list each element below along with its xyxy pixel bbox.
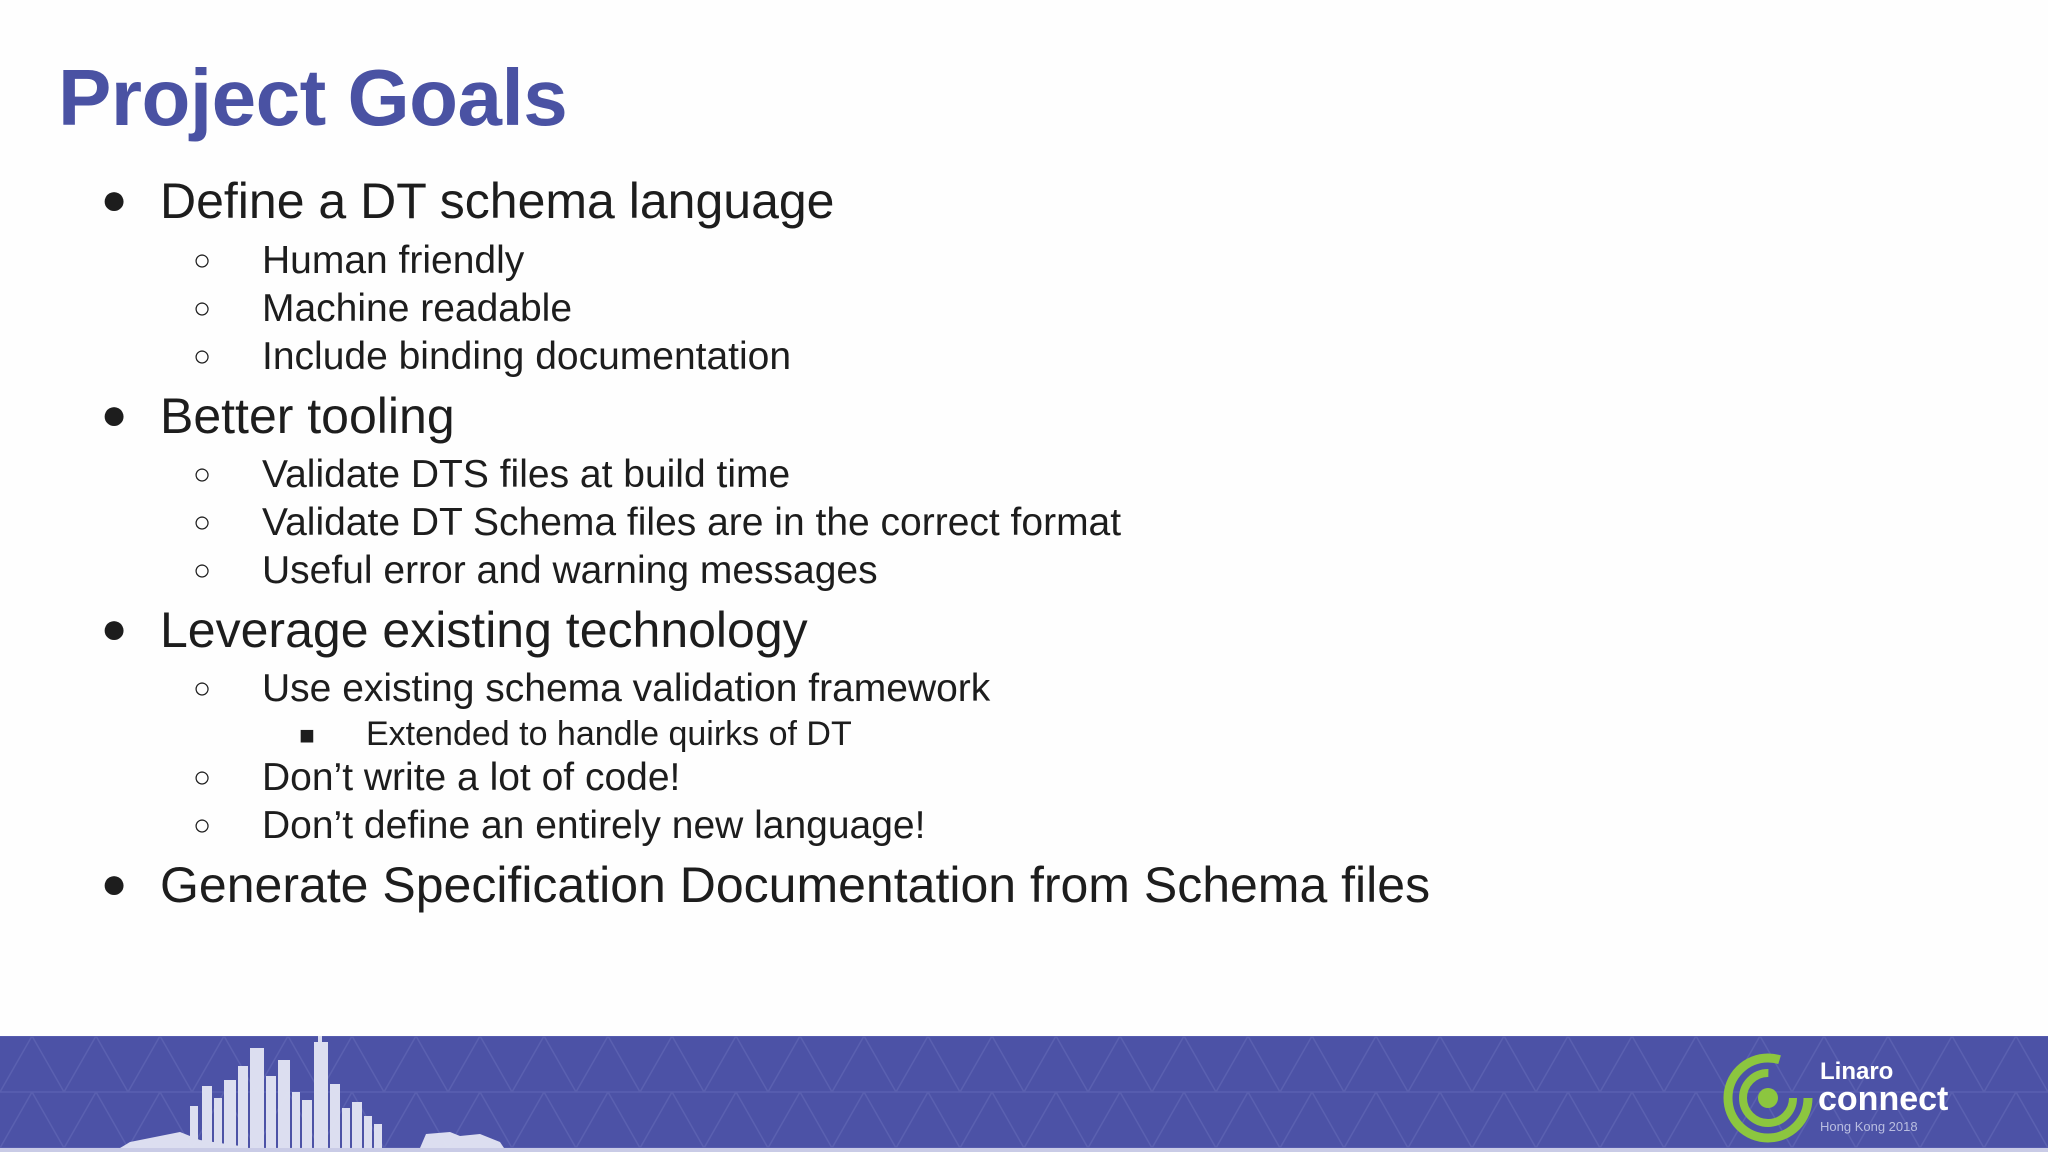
sub-bullet-marker-icon: ○ (192, 809, 212, 842)
logo-event-text: Hong Kong 2018 (1820, 1119, 1918, 1134)
sub-bullet-marker-icon: ○ (192, 761, 212, 794)
sub-bullet-text: Validate DT Schema files are in the correct format (262, 501, 1122, 544)
linaro-ring-icon (1722, 1052, 1814, 1144)
square-bullet-icon: ■ (299, 720, 315, 750)
footer-band (0, 1036, 2048, 1148)
sub-bullet-text: Use existing schema validation framework (262, 667, 991, 710)
bullet-text: Leverage existing technology (160, 602, 808, 658)
slide-title: Project Goals (58, 53, 568, 142)
linaro-connect-logo (1722, 1044, 1952, 1144)
bullet-text: Define a DT schema language (160, 173, 835, 229)
sub-bullet-text: Human friendly (262, 239, 525, 282)
bullet-marker-icon: ● (100, 175, 128, 224)
sub-bullet-marker-icon: ○ (192, 672, 212, 705)
bullet-marker-icon: ● (100, 390, 128, 439)
bullet-text: Better tooling (160, 388, 455, 444)
sub-bullet-text: Useful error and warning messages (262, 549, 878, 592)
footer-bottom-strip (0, 1148, 2048, 1152)
sub-bullet-marker-icon: ○ (192, 244, 212, 277)
sub-bullet-text: Include binding documentation (262, 335, 792, 378)
city-skyline-icon (120, 1036, 520, 1148)
sub-bullet-text: Validate DTS files at build time (262, 453, 791, 496)
sub-bullet-marker-icon: ○ (192, 458, 212, 491)
logo-brand-text: Linaro (1820, 1058, 1894, 1085)
sub-bullet-marker-icon: ○ (192, 506, 212, 539)
logo-product-text: connect (1818, 1080, 1949, 1118)
sub-bullet-text: Machine readable (262, 287, 573, 330)
sub-bullet-marker-icon: ○ (192, 292, 212, 325)
sub-bullet-marker-icon: ○ (192, 554, 212, 587)
sub-bullet-text: Don’t define an entirely new language! (262, 804, 926, 847)
sub-sub-bullet-text: Extended to handle quirks of DT (366, 715, 852, 753)
sub-bullet-marker-icon: ○ (192, 340, 212, 373)
bullet-text: Generate Specification Documentation from Schema files (160, 857, 1431, 913)
sub-bullet-text: Don’t write a lot of code! (262, 756, 681, 799)
bullet-marker-icon: ● (100, 859, 128, 908)
bullet-marker-icon: ● (100, 604, 128, 653)
